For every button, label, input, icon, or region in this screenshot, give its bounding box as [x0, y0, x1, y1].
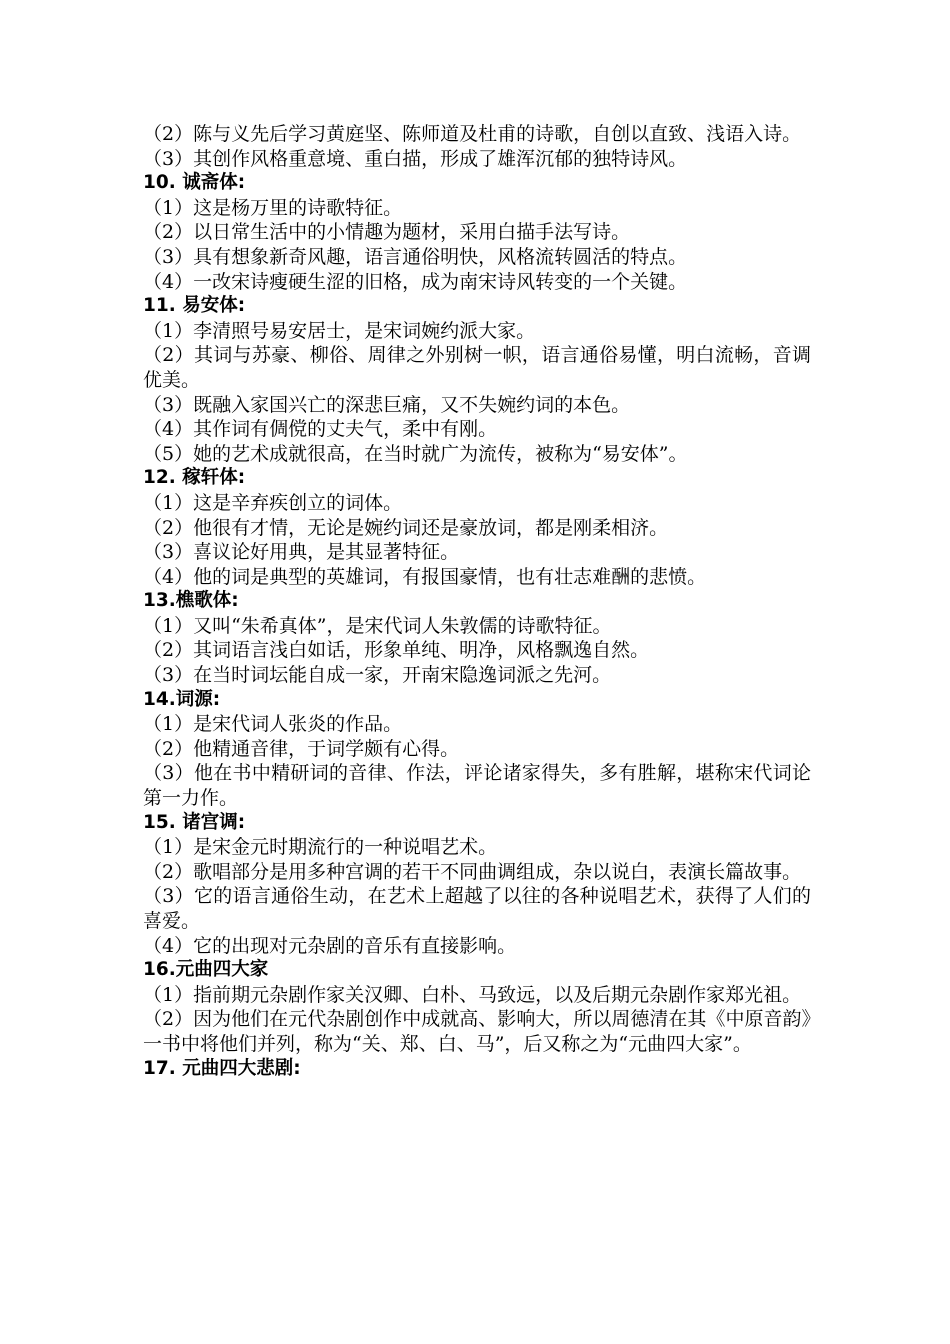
- list-item: （1）是宋金元时期流行的一种说唱艺术。: [143, 836, 498, 859]
- section-heading: 10. 诚斋体:: [143, 172, 246, 194]
- section-heading: 12. 稼轩体:: [143, 467, 246, 489]
- list-item: （3）既融入家国兴亡的深悲巨痛，又不失婉约词的本色。: [143, 393, 631, 416]
- list-item: （2）以日常生活中的小情趣为题材，采用白描手法写诗。: [143, 221, 631, 244]
- section-heading: 17. 元曲四大悲剧:: [143, 1057, 301, 1079]
- section-heading: 16.元曲四大家: [143, 959, 269, 981]
- section-heading: 11. 易安体:: [143, 295, 246, 317]
- list-item: （2）因为他们在元代杂剧创作中成就高、影响大，所以周德清在其《中原音韵》一书中将他们并列，称为“关、郑、白、马”，后又称之为“元曲四大家”。: [143, 1008, 811, 1055]
- section-heading: 15. 诸宫调:: [143, 811, 246, 833]
- list-item: （1）又叫“朱希真体”，是宋代词人朱敦儒的诗歌特征。: [143, 614, 612, 637]
- list-item: （2）其词语言浅白如话，形象单纯、明净，风格飘逸自然。: [143, 639, 650, 662]
- list-item: （3）在当时词坛能自成一家，开南宋隐逸词派之先河。: [143, 664, 612, 687]
- list-item: （2）陈与义先后学习黄庭坚、陈师道及杜甫的诗歌，自创以直致、浅语入诗。: [143, 123, 802, 145]
- section-heading: 13.樵歌体:: [143, 590, 239, 612]
- list-item: （1）这是辛弃疾创立的词体。: [143, 491, 403, 514]
- list-item: （2）其词与苏豪、柳俗、周律之外别树一帜，语言通俗易懂，明白流畅，音调优美。: [143, 344, 811, 391]
- list-item: （1）这是杨万里的诗歌特征。: [143, 196, 403, 219]
- list-item: （2）歌唱部分是用多种宫调的若干不同曲调组成，杂以说白，表演长篇故事。: [143, 860, 802, 883]
- list-item: （5）她的艺术成就很高，在当时就广为流传，被称为“易安体”。: [143, 442, 688, 465]
- list-item: （3）他在书中精研词的音律、作法，评论诸家得失，多有胜解，堪称宋代词论第一力作。: [143, 762, 811, 810]
- list-item: （4）它的出现对元杂剧的音乐有直接影响。: [143, 934, 517, 957]
- list-item: （1）指前期元杂剧作家关汉卿、白朴、马致远，以及后期元杂剧作家郑光祖。: [143, 983, 802, 1006]
- list-item: （3）喜议论好用典，是其显著特征。: [143, 541, 460, 564]
- list-item: （3）其创作风格重意境、重白描，形成了雄浑沉郁的独特诗风。: [143, 147, 688, 170]
- list-item: （3）具有想象新奇风趣，语言通俗明快，风格流转圆活的特点。: [143, 245, 688, 268]
- list-item: （4）其作词有倜傥的丈夫气，柔中有刚。: [143, 418, 498, 441]
- document-page: [143, 122, 811, 1081]
- section-heading: 14.词源:: [143, 688, 221, 710]
- list-item: （4）他的词是典型的英雄词，有报国豪情，也有壮志难酬的悲愤。: [143, 565, 707, 588]
- list-item: （2）他精通音律，于词学颇有心得。: [143, 737, 460, 760]
- list-item: （2）他很有才情，无论是婉约词还是豪放词，都是刚柔相济。: [143, 516, 669, 539]
- list-item: （1）是宋代词人张炎的作品。: [143, 713, 403, 736]
- list-item: （4）一改宋诗瘦硬生涩的旧格，成为南宋诗风转变的一个关键。: [143, 270, 688, 293]
- list-item: （3）它的语言通俗生动，在艺术上超越了以往的各种说唱艺术，获得了人们的喜爱。: [143, 885, 811, 932]
- list-item: （1）李清照号易安居士，是宋词婉约派大家。: [143, 319, 536, 342]
